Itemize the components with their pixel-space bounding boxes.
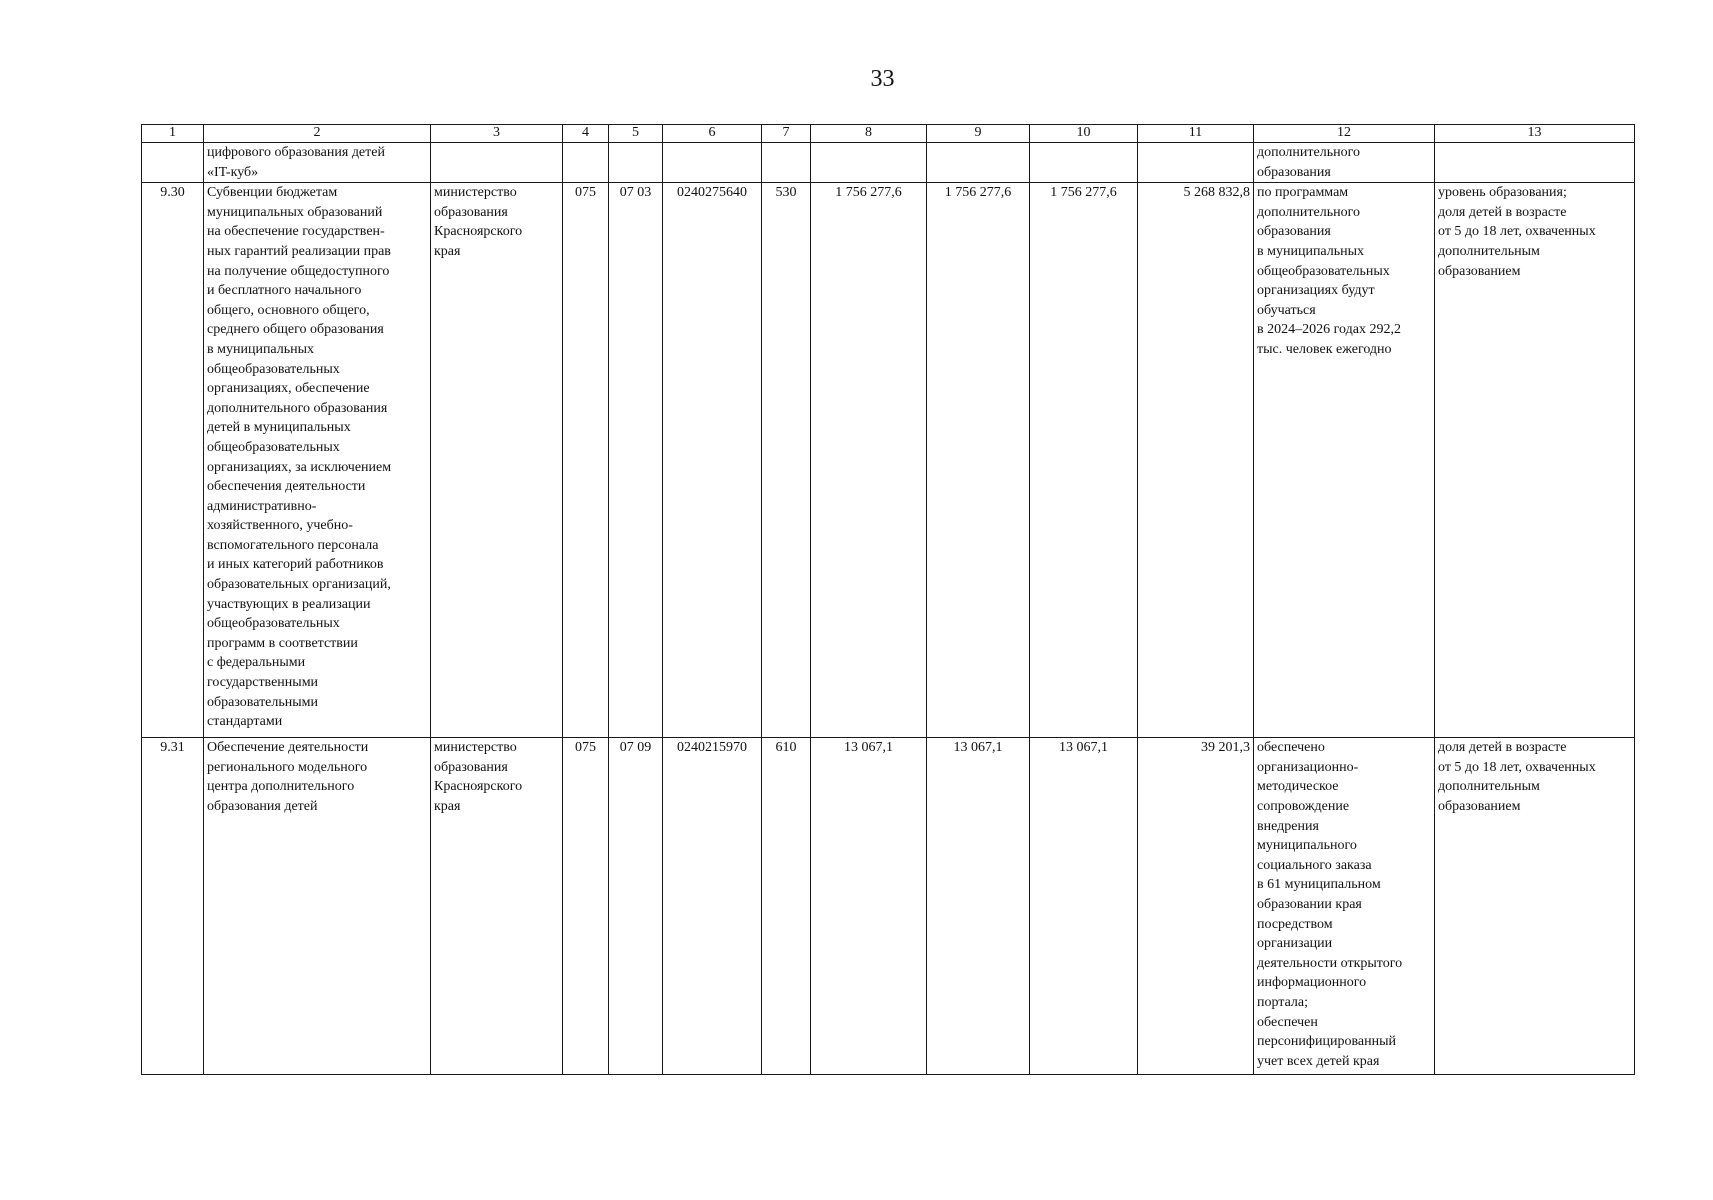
row-name: Обеспечение деятельности регионального модельного центра дополнительного образования детей: [204, 738, 431, 1075]
column-header: 11: [1138, 125, 1254, 143]
row-grbs: 075: [563, 738, 609, 1075]
row-grbs: 075: [563, 183, 609, 738]
column-header: 10: [1030, 125, 1138, 143]
row-result: обеспечено организационно- методическое сопровождение внедрения муниципального социального заказа в 61 муниципальном образовании края посредством организации деятельности открытого информационного портала; обеспечен персонифицированный учет всех детей края: [1254, 738, 1435, 1075]
column-header: 3: [431, 125, 563, 143]
column-header: 13: [1435, 125, 1635, 143]
column-header: 2: [204, 125, 431, 143]
row-indicator: уровень образования; доля детей в возрасте от 5 до 18 лет, охваченных дополнительным образованием: [1435, 183, 1635, 738]
row-executor: министерство образования Красноярского края: [431, 738, 563, 1075]
row-total: 39 201,3: [1138, 738, 1254, 1075]
row-2026: [1030, 143, 1138, 183]
row-2024: [811, 143, 927, 183]
column-header: 1: [142, 125, 204, 143]
row-2026: 1 756 277,6: [1030, 183, 1138, 738]
page-number: 33: [870, 66, 895, 92]
column-header: 4: [563, 125, 609, 143]
row-csr: 0240215970: [663, 738, 762, 1075]
row-total: 5 268 832,8: [1138, 183, 1254, 738]
row-2025: 13 067,1: [927, 738, 1030, 1075]
row-2026: 13 067,1: [1030, 738, 1138, 1075]
row-number: 9.30: [142, 183, 204, 738]
row-result: дополнительного образования: [1254, 143, 1435, 183]
row-indicator: [1435, 143, 1635, 183]
row-rzpr: 07 03: [609, 183, 663, 738]
budget-table: [141, 124, 1635, 1075]
row-name: Субвенции бюджетам муниципальных образований на обеспечение государствен- ных гарантий реализации прав на получение общедоступного и бесплатного начального общего, основного общего, среднего общего образования в муниципальных общеобразовательных организациях, обеспечение дополнительного образования детей в муниципальных общеобразовательных организациях, за исключением обеспечения деятельности административно- хозяйственного, учебно- вспомогательного персонала и иных категорий работников образовательных организаций, участвующих в реализации общеобразовательных программ в соответствии с федеральными государственными образовательными стандартами: [204, 183, 431, 738]
column-header: 7: [762, 125, 811, 143]
row-result: по программам дополнительного образования в муниципальных общеобразовательных организациях будут обучаться в 2024–2026 годах 292,2 тыс. человек ежегодно: [1254, 183, 1435, 738]
column-number-row: [142, 125, 1635, 143]
row-csr: 0240275640: [663, 183, 762, 738]
row-executor: [431, 143, 563, 183]
row-csr: [663, 143, 762, 183]
row-number: 9.31: [142, 738, 204, 1075]
row-2025: 1 756 277,6: [927, 183, 1030, 738]
row-vr: 610: [762, 738, 811, 1075]
row-vr: 530: [762, 183, 811, 738]
column-header: 12: [1254, 125, 1435, 143]
row-2024: 13 067,1: [811, 738, 927, 1075]
row-number: [142, 143, 204, 183]
table-row: [142, 183, 1635, 738]
row-grbs: [563, 143, 609, 183]
row-executor: министерство образования Красноярского края: [431, 183, 563, 738]
column-header: 5: [609, 125, 663, 143]
table-row: [142, 143, 1635, 183]
row-2025: [927, 143, 1030, 183]
row-total: [1138, 143, 1254, 183]
row-name: цифрового образования детей «IT-куб»: [204, 143, 431, 183]
table-row: [142, 738, 1635, 1075]
row-rzpr: [609, 143, 663, 183]
column-header: 8: [811, 125, 927, 143]
row-vr: [762, 143, 811, 183]
row-indicator: доля детей в возрасте от 5 до 18 лет, охваченных дополнительным образованием: [1435, 738, 1635, 1075]
row-rzpr: 07 09: [609, 738, 663, 1075]
column-header: 6: [663, 125, 762, 143]
row-2024: 1 756 277,6: [811, 183, 927, 738]
column-header: 9: [927, 125, 1030, 143]
